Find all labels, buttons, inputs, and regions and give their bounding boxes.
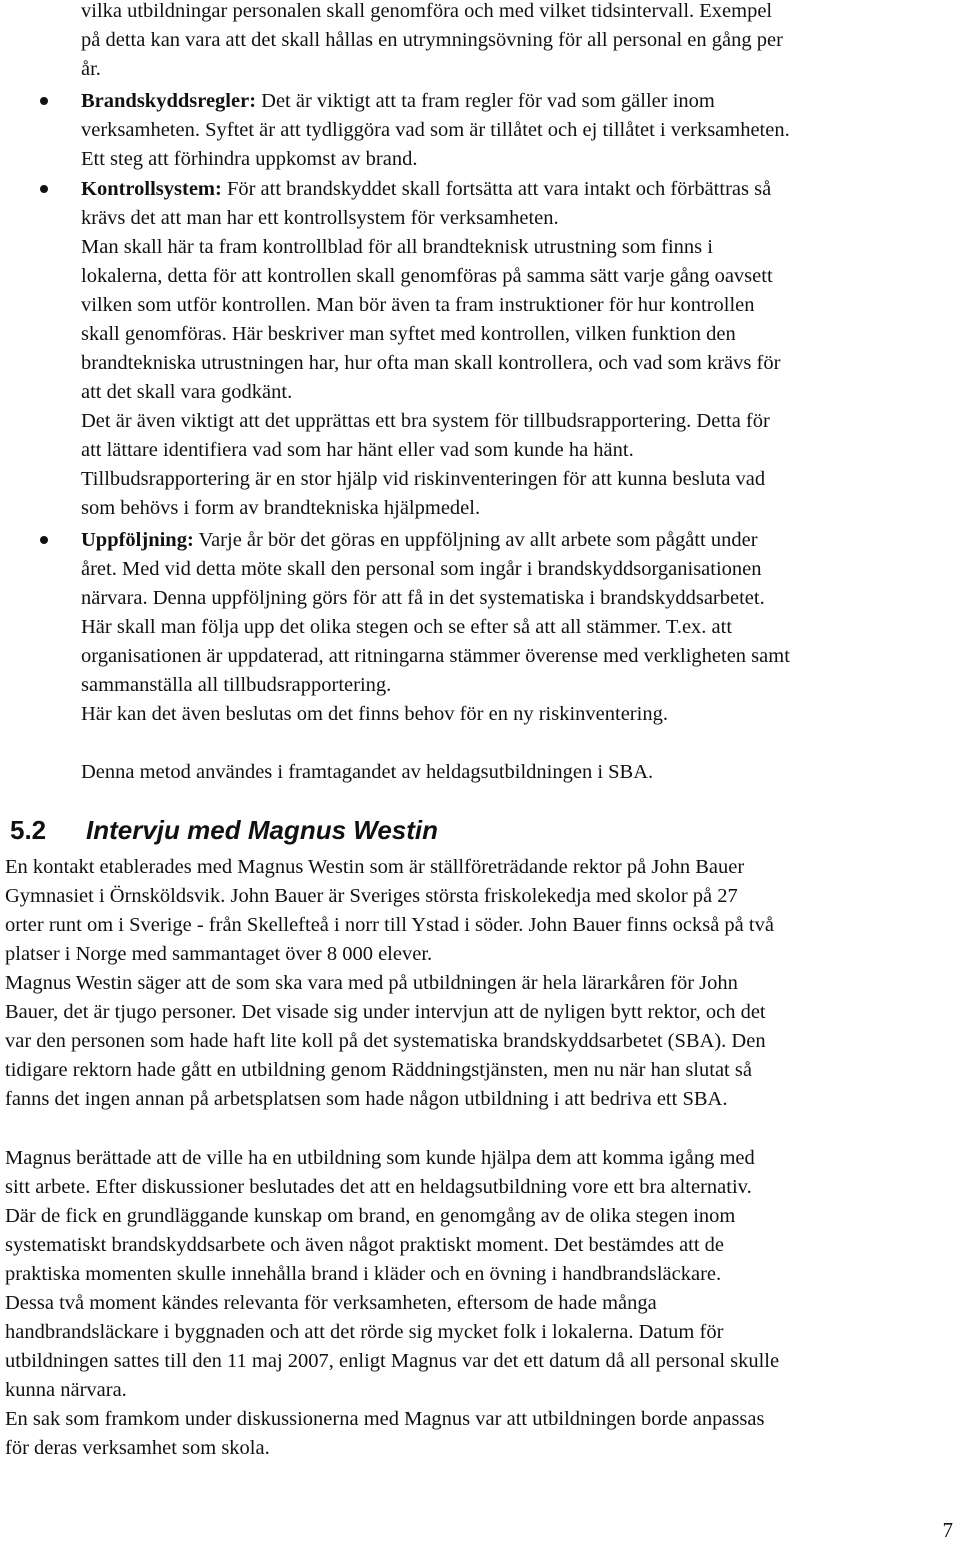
bullet-line: Här kan det även beslutas om det finns behov för en ny riskinventering. xyxy=(81,703,668,725)
bullet-line: organisationen är uppdaterad, att ritningarna stämmer överense med verkligheten samt xyxy=(81,645,790,667)
bullet-line: sammanställa all tillbudsrapportering. xyxy=(81,674,392,696)
body-line: orter runt om i Sverige - från Skellefteå i norr till Ystad i söder. John Bauer finns också på två xyxy=(5,914,774,936)
bullet-label: Kontrollsystem: xyxy=(81,178,222,200)
body-line: för deras verksamhet som skola. xyxy=(5,1437,270,1459)
method-note: Denna metod användes i framtagandet av heldagsutbildningen i SBA. xyxy=(81,761,654,783)
body-line: utbildningen sattes till den 11 maj 2007, enligt Magnus var det ett datum då all personal skulle xyxy=(5,1350,780,1372)
bullet-line xyxy=(81,87,715,116)
bullet-dot xyxy=(40,536,48,544)
body-line: En sak som framkom under diskussionerna med Magnus var att utbildningen borde anpassas xyxy=(5,1408,765,1430)
bullet-line: år. xyxy=(81,58,101,80)
body-line: Magnus berättade att de ville ha en utbildning som kunde hjälpa dem att komma igång med xyxy=(5,1147,755,1169)
body-line: Bauer, det är tjugo personer. Det visade sig under intervjun att de nyligen bytt rektor, och det xyxy=(5,1001,766,1023)
bullet-label: Uppföljning: xyxy=(81,529,194,551)
body-line: sitt arbete. Efter diskussioner beslutades det att en heldagsutbildning vore ett bra alternativ. xyxy=(5,1176,752,1198)
bullet-line: brandtekniska utrustningen har, hur ofta man skall kontrollera, och vad som krävs för xyxy=(81,352,781,374)
bullet-text: Det är viktigt att ta fram regler för vad som gäller inom xyxy=(256,90,715,112)
section-number: 5.2 xyxy=(10,815,47,845)
bullet-line: Ett steg att förhindra uppkomst av brand. xyxy=(81,148,418,170)
bullet-line: att lättare identifiera vad som har hänt eller vad som kunde ha hänt. xyxy=(81,439,634,461)
body-line: handbrandsläckare i byggnaden och att det rörde sig mycket folk i lokalerna. Datum för xyxy=(5,1321,724,1343)
bullet-line xyxy=(81,526,758,555)
body-line: En kontakt etablerades med Magnus Westin som är ställföreträdande rektor på John Bauer xyxy=(5,856,745,878)
body-line: platser i Norge med sammantaget över 8 000 elever. xyxy=(5,943,433,965)
bullet-dot xyxy=(40,97,48,105)
body-line: tidigare rektorn hade gått en utbildning genom Räddningstjänsten, men nu när han slutat så xyxy=(5,1059,752,1081)
bullet-text: För att brandskyddet skall fortsätta att vara intakt och förbättras så xyxy=(221,178,772,200)
bullet-line: Man skall här ta fram kontrollblad för all brandteknisk utrustning som finns i xyxy=(81,236,713,258)
section-heading xyxy=(10,812,438,848)
bullet-line: året. Med vid detta möte skall den personal som ingår i brandskyddsorganisationen xyxy=(81,558,762,580)
bullet-line: skall genomföras. Här beskriver man syftet med kontrollen, vilken funktion den xyxy=(81,323,736,345)
bullet-line: vilken som utför kontrollen. Man bör även ta fram instruktioner för hur kontrollen xyxy=(81,294,755,316)
bullet-line: närvara. Denna uppföljning görs för att få in det systematiska i brandskyddsarbetet. xyxy=(81,587,765,609)
body-line: var den personen som hade haft lite koll på det systematiska brandskyddsarbetet (SBA). Den xyxy=(5,1030,766,1052)
bullet-line: lokalerna, detta för att kontrollen skall genomföras på samma sätt varje gång oavsett xyxy=(81,265,773,287)
body-line: systematiskt brandskyddsarbete och även något praktiskt moment. Det bestämdes att de xyxy=(5,1234,725,1256)
body-line: Gymnasiet i Örnsköldsvik. John Bauer är Sveriges största friskolekedja med skolor på 27 xyxy=(5,885,738,907)
bullet-line: Här skall man följa upp det olika stegen och se efter så att all stämmer. T.ex. att xyxy=(81,616,733,638)
body-line: fanns det ingen annan på arbetsplatsen som hade någon utbildning i att bedriva ett SBA. xyxy=(5,1088,728,1110)
bullet-label: Brandskyddsregler: xyxy=(81,90,257,112)
section-title: Intervju med Magnus Westin xyxy=(86,815,439,845)
bullet-line xyxy=(81,175,771,204)
bullet-line: verksamheten. Syftet är att tydliggöra vad som är tillåtet och ej tillåtet i verksamheten. xyxy=(81,119,790,141)
bullet-line: Tillbudsrapportering är en stor hjälp vid riskinventeringen för att kunna besluta vad xyxy=(81,468,766,490)
bullet-line: på detta kan vara att det skall hållas en utrymningsövning för all personal en gång per xyxy=(81,29,783,51)
bullet-dot xyxy=(40,185,48,193)
bullet-line: att det skall vara godkänt. xyxy=(81,381,293,403)
bullet-text: Varje år bör det göras en uppföljning av allt arbete som pågått under xyxy=(193,529,758,551)
body-line: Magnus Westin säger att de som ska vara med på utbildningen är hela lärarkåren för John xyxy=(5,972,738,994)
bullet-line: som behövs i form av brandtekniska hjälpmedel. xyxy=(81,497,481,519)
page-number: 7 xyxy=(942,1518,953,1542)
bullet-line: Det är även viktigt att det upprättas ett bra system för tillbudsrapportering. Detta för xyxy=(81,410,770,432)
body-line: Där de fick en grundläggande kunskap om brand, en genomgång av de olika stegen inom xyxy=(5,1205,736,1227)
body-line: praktiska momenten skulle innehålla brand i kläder och en övning i handbrandsläckare. xyxy=(5,1263,722,1285)
bullet-line: krävs det att man har ett kontrollsystem för verksamheten. xyxy=(81,207,559,229)
body-line: kunna närvara. xyxy=(5,1379,127,1401)
bullet-line: vilka utbildningar personalen skall genomföra och med vilket tidsintervall. Exempel xyxy=(81,0,773,22)
body-line: Dessa två moment kändes relevanta för verksamheten, eftersom de hade många xyxy=(5,1292,657,1314)
